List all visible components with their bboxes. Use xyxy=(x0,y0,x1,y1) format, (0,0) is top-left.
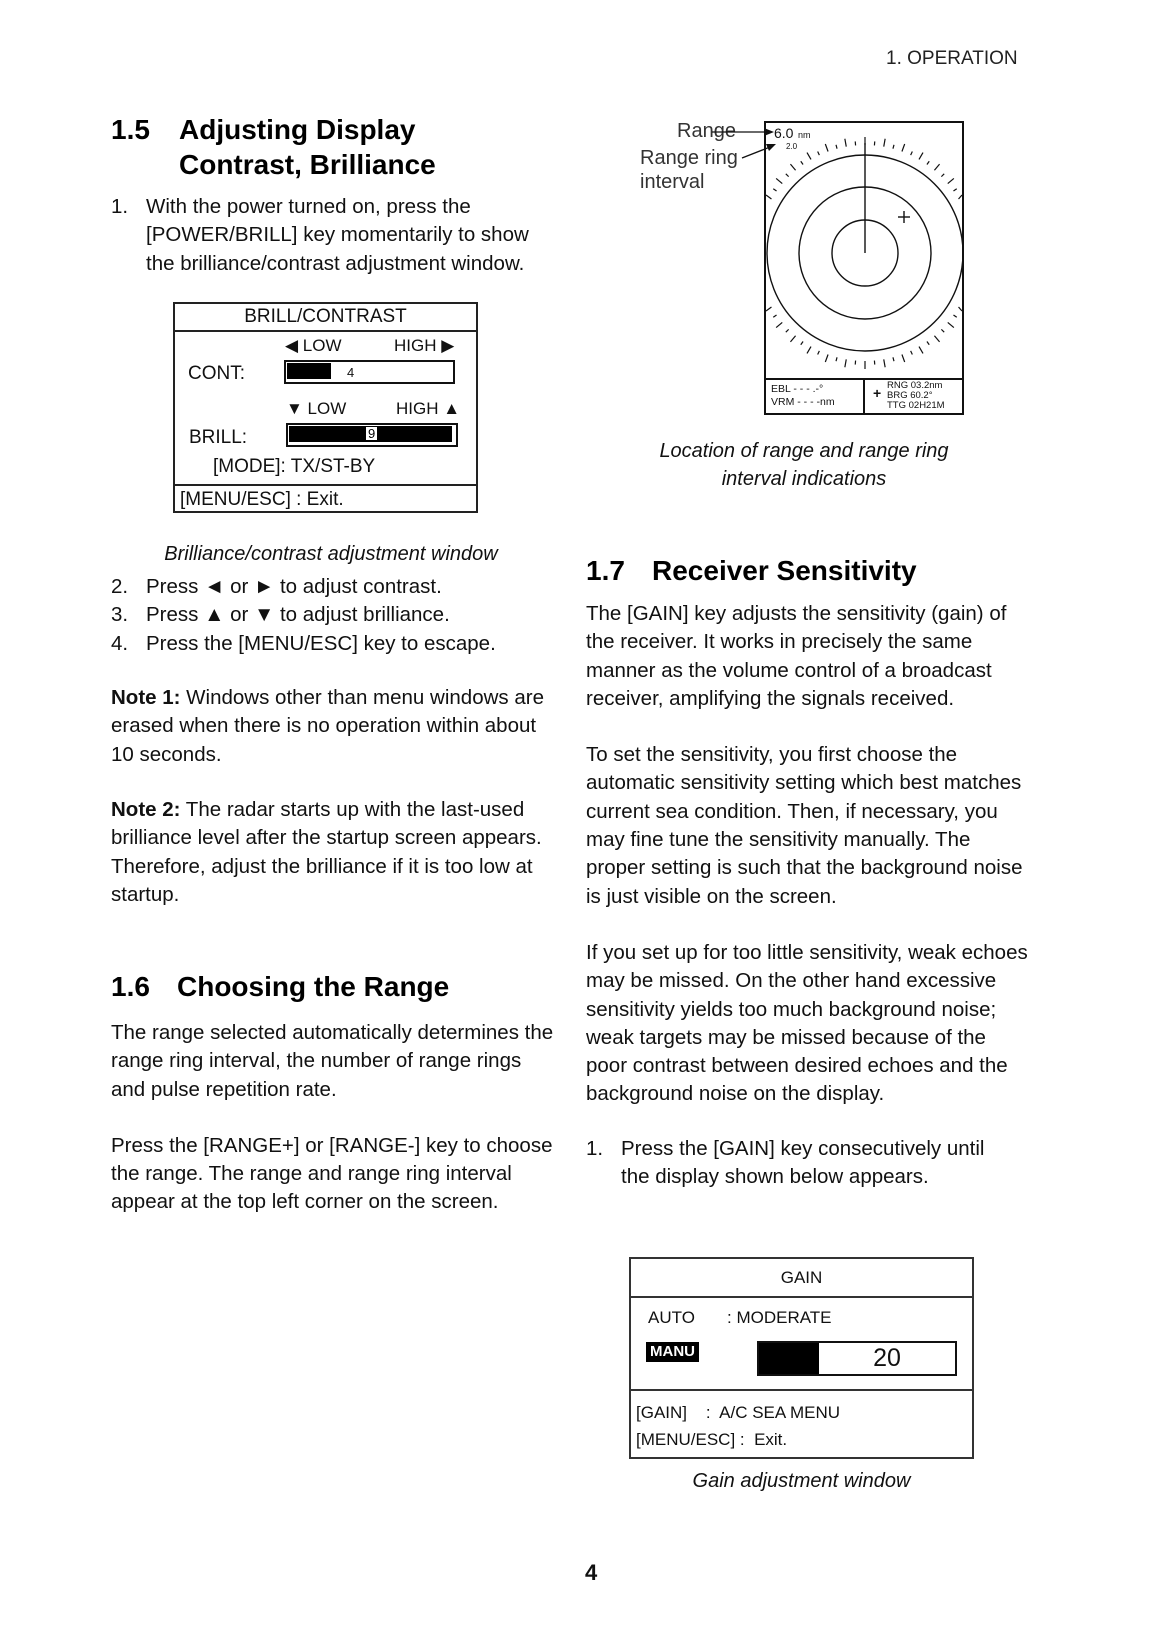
gain-bar[interactable] xyxy=(757,1341,957,1376)
brill-high-label: HIGH ▲ xyxy=(396,399,461,418)
range-value: 6.0 xyxy=(774,125,794,141)
range-unit: nm xyxy=(798,130,811,140)
window-title: BRILL/CONTRAST xyxy=(175,304,476,332)
rng-readout: RNG 03.2nm xyxy=(887,380,943,391)
gain-footer-line1: [GAIN] : A/C SEA MENU xyxy=(636,1403,841,1422)
section-title-line1: Adjusting Display xyxy=(179,114,416,145)
step-1 xyxy=(111,193,551,278)
note-1-label: Note 1: xyxy=(111,686,181,709)
radar-data-panel xyxy=(766,378,962,413)
step-number: 1. xyxy=(111,195,129,218)
section-title: Receiver Sensitivity xyxy=(652,555,917,586)
step-1-line: the brilliance/contrast adjustment window. xyxy=(146,251,525,275)
gain-footer-line2: [MENU/ESC] : Exit. xyxy=(636,1430,788,1449)
window-footer: [MENU/ESC] : Exit. xyxy=(175,484,476,514)
gain-window-caption: Gain adjustment window xyxy=(692,1470,911,1492)
running-header: 1. OPERATION xyxy=(886,48,1018,69)
section-1-5-heading xyxy=(111,112,436,182)
note-2-label: Note 2: xyxy=(111,798,181,821)
page-number: 4 xyxy=(585,1560,598,1585)
auto-label: AUTO xyxy=(648,1308,695,1327)
note-2 xyxy=(111,796,561,909)
brill-window-caption: Brilliance/contrast adjustment window xyxy=(164,543,498,565)
cont-label: CONT: xyxy=(188,363,245,384)
arrow-head-icon xyxy=(764,128,774,136)
paragraph: The range selected automatically determines the range ring interval, the number of range rings and pulse repetition rate. xyxy=(111,1021,554,1101)
section-title-line2: Contrast, Brilliance xyxy=(179,149,436,180)
section-title: Choosing the Range xyxy=(177,971,450,1002)
ring-interval-value: 2.0 xyxy=(786,142,798,151)
mode-hint: [MODE]: TX/ST-BY xyxy=(213,456,376,477)
brill-contrast-window xyxy=(173,302,478,513)
section-number: 1.6 xyxy=(111,971,150,1002)
callout-arrows xyxy=(700,120,780,160)
paragraph: If you set up for too little sensitivity, weak echoes may be missed. On the other hand excessive sensitivity yields too much background noise; weak targets may be missed because of the poor contrast between desired echoes and the background noise on the display. xyxy=(586,940,1028,1106)
contrast-bar[interactable] xyxy=(284,360,455,384)
brill-low-label: ▼ LOW xyxy=(286,399,347,418)
step-1-line: [POWER/BRILL] key momentarily to show xyxy=(146,223,529,247)
range-label: Range xyxy=(677,120,736,142)
step-1-line: With the power turned on, press the xyxy=(146,195,471,218)
steps-2-4 xyxy=(111,573,561,658)
section-1-6-body xyxy=(111,1019,556,1245)
step-item: 2. Press ◄ or ► to adjust contrast. xyxy=(111,575,442,598)
radar-ppi-display xyxy=(766,123,962,381)
range-ring-label: Range ring interval xyxy=(640,147,738,193)
step-item: 4. Press the [MENU/ESC] key to escape. xyxy=(111,631,496,655)
brill-label: BRILL: xyxy=(189,427,248,448)
bearing-scale-ticks xyxy=(766,137,962,369)
step-item: 3. Press ▲ or ▼ to adjust brilliance. xyxy=(111,603,450,627)
section-1-7-body xyxy=(586,600,1032,1191)
gain-window-title: GAIN xyxy=(631,1259,972,1298)
brilliance-value: 9 xyxy=(368,426,376,441)
note-2-text: The radar starts up with the last-used brilliance level after the startup screen appears. Therefore, adjust the brilliance if it is too low at startup. xyxy=(111,798,542,906)
step-item: 1. Press the [GAIN] key consecutively until the display shown below appears. xyxy=(586,1136,985,1189)
ttg-readout: TTG 02H21M xyxy=(887,400,945,411)
paragraph: The [GAIN] key adjusts the sensitivity (gain) of the receiver. It works in precisely the same manner as the volume control of a broadcast receiver, amplifying the signals received. xyxy=(586,602,1007,710)
radar-screen xyxy=(764,121,964,415)
gain-value: 20 xyxy=(873,1344,901,1372)
manu-badge: MANU xyxy=(646,1342,699,1362)
auto-value: : MODERATE xyxy=(727,1308,832,1327)
arrow-head-icon xyxy=(766,144,776,151)
section-1-6-heading xyxy=(111,969,449,1004)
note-1 xyxy=(111,684,561,769)
ebl-readout: EBL - - - .-° xyxy=(771,383,824,395)
cursor-plus-icon: + xyxy=(873,385,882,401)
paragraph: To set the sensitivity, you first choose the automatic sensitivity setting which best matches current sea condition. Then, if necessary, you may fine tune the sensitivity manually. The proper setting is such that the background noise is just visible on the screen. xyxy=(586,743,1023,908)
contrast-value: 4 xyxy=(347,365,355,380)
radar-figure-caption: Location of range and range ring interval indications xyxy=(659,440,949,490)
section-number: 1.7 xyxy=(586,555,625,586)
section-number: 1.5 xyxy=(111,114,150,145)
note-1-text: Windows other than menu windows are erased when there is no operation within about 10 seconds. xyxy=(111,686,544,766)
paragraph: Press the [RANGE+] or [RANGE-] key to choose the range. The range and range ring interval appear at the top left corner on the screen. xyxy=(111,1133,553,1214)
vrm-readout: VRM - - - -nm xyxy=(771,396,835,408)
contrast-bar-fill xyxy=(287,363,331,379)
brilliance-bar[interactable] xyxy=(286,423,458,447)
section-1-7-heading xyxy=(586,553,917,588)
brg-readout: BRG 60.2° xyxy=(887,390,933,401)
gain-bar-fill xyxy=(759,1343,819,1374)
cont-high-label: HIGH ▶ xyxy=(394,336,455,355)
gain-window xyxy=(629,1257,974,1459)
cont-low-label: ◀ LOW xyxy=(285,336,342,355)
